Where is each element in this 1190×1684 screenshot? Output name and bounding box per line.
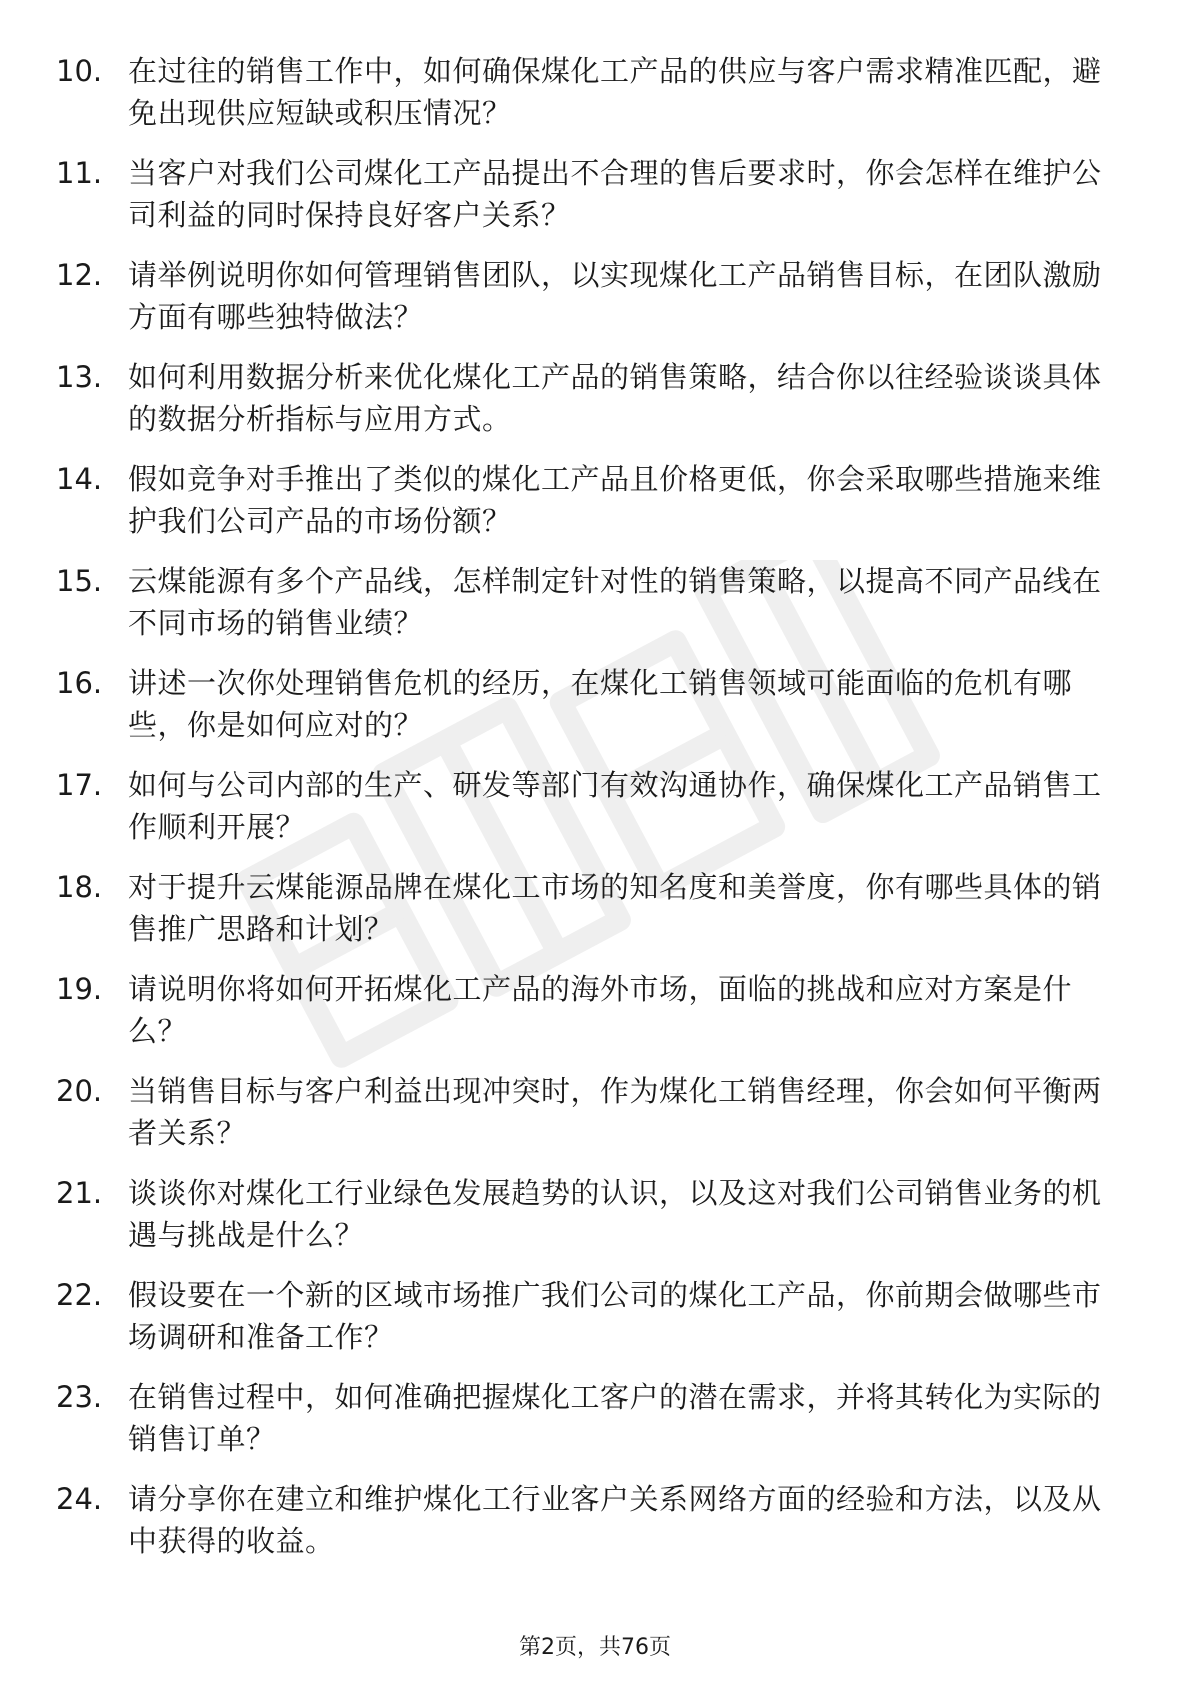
question-number: 23. <box>56 1380 103 1414</box>
list-item <box>56 560 1126 662</box>
question-number: 14. <box>56 462 103 496</box>
list-item <box>56 356 1126 458</box>
question-text: 在过往的销售工作中，如何确保煤化工产品的供应与客户需求精准匹配，避免出现供应短缺或积压情况？ <box>128 54 1102 130</box>
question-number: 16. <box>56 666 103 700</box>
question-number: 15. <box>56 564 103 598</box>
question-text: 当销售目标与客户利益出现冲突时，作为煤化工销售经理，你会如何平衡两者关系？ <box>128 1074 1102 1150</box>
list-item <box>56 152 1126 254</box>
list-item <box>56 1172 1126 1274</box>
list-item <box>56 254 1126 356</box>
list-item <box>56 662 1126 764</box>
question-number: 18. <box>56 870 103 904</box>
question-number: 24. <box>56 1482 103 1516</box>
question-text: 如何利用数据分析来优化煤化工产品的销售策略，结合你以往经验谈谈具体的数据分析指标与应用方式。 <box>128 360 1102 436</box>
list-item <box>56 866 1126 968</box>
list-item <box>56 764 1126 866</box>
question-number: 22. <box>56 1278 103 1312</box>
question-list <box>56 50 1126 1580</box>
list-item <box>56 1274 1126 1376</box>
question-text: 讲述一次你处理销售危机的经历，在煤化工销售领域可能面临的危机有哪些，你是如何应对的？ <box>128 666 1073 742</box>
question-number: 19. <box>56 972 103 1006</box>
question-text: 谈谈你对煤化工行业绿色发展趋势的认识，以及这对我们公司销售业务的机遇与挑战是什么？ <box>128 1176 1102 1252</box>
question-number: 21. <box>56 1176 103 1210</box>
question-text: 在销售过程中，如何准确把握煤化工客户的潜在需求，并将其转化为实际的销售订单？ <box>128 1380 1102 1456</box>
question-number: 20. <box>56 1074 103 1108</box>
question-text: 假设要在一个新的区域市场推广我们公司的煤化工产品，你前期会做哪些市场调研和准备工作？ <box>128 1278 1102 1354</box>
question-text: 请说明你将如何开拓煤化工产品的海外市场，面临的挑战和应对方案是什么？ <box>128 972 1073 1048</box>
question-text: 假如竞争对手推出了类似的煤化工产品且价格更低，你会采取哪些措施来维护我们公司产品的市场份额？ <box>128 462 1102 538</box>
question-number: 12. <box>56 258 103 292</box>
list-item <box>56 1376 1126 1478</box>
question-text: 云煤能源有多个产品线，怎样制定针对性的销售策略，以提高不同产品线在不同市场的销售业绩？ <box>128 564 1102 640</box>
question-text: 对于提升云煤能源品牌在煤化工市场的知名度和美誉度，你有哪些具体的销售推广思路和计划？ <box>128 870 1102 946</box>
question-number: 17. <box>56 768 103 802</box>
list-item <box>56 458 1126 560</box>
question-number: 11. <box>56 156 103 190</box>
question-number: 10. <box>56 54 103 88</box>
question-text: 请分享你在建立和维护煤化工行业客户关系网络方面的经验和方法，以及从中获得的收益。 <box>128 1482 1102 1558</box>
question-text: 如何与公司内部的生产、研发等部门有效沟通协作，确保煤化工产品销售工作顺利开展？ <box>128 768 1102 844</box>
list-item <box>56 50 1126 152</box>
list-item <box>56 1478 1126 1580</box>
question-text: 请举例说明你如何管理销售团队，以实现煤化工产品销售目标，在团队激励方面有哪些独特做法？ <box>128 258 1102 334</box>
page-footer: 第2页，共76页 <box>519 1635 671 1660</box>
question-text: 当客户对我们公司煤化工产品提出不合理的售后要求时，你会怎样在维护公司利益的同时保持良好客户关系？ <box>128 156 1102 232</box>
question-number: 13. <box>56 360 103 394</box>
list-item <box>56 1070 1126 1172</box>
list-item <box>56 968 1126 1070</box>
